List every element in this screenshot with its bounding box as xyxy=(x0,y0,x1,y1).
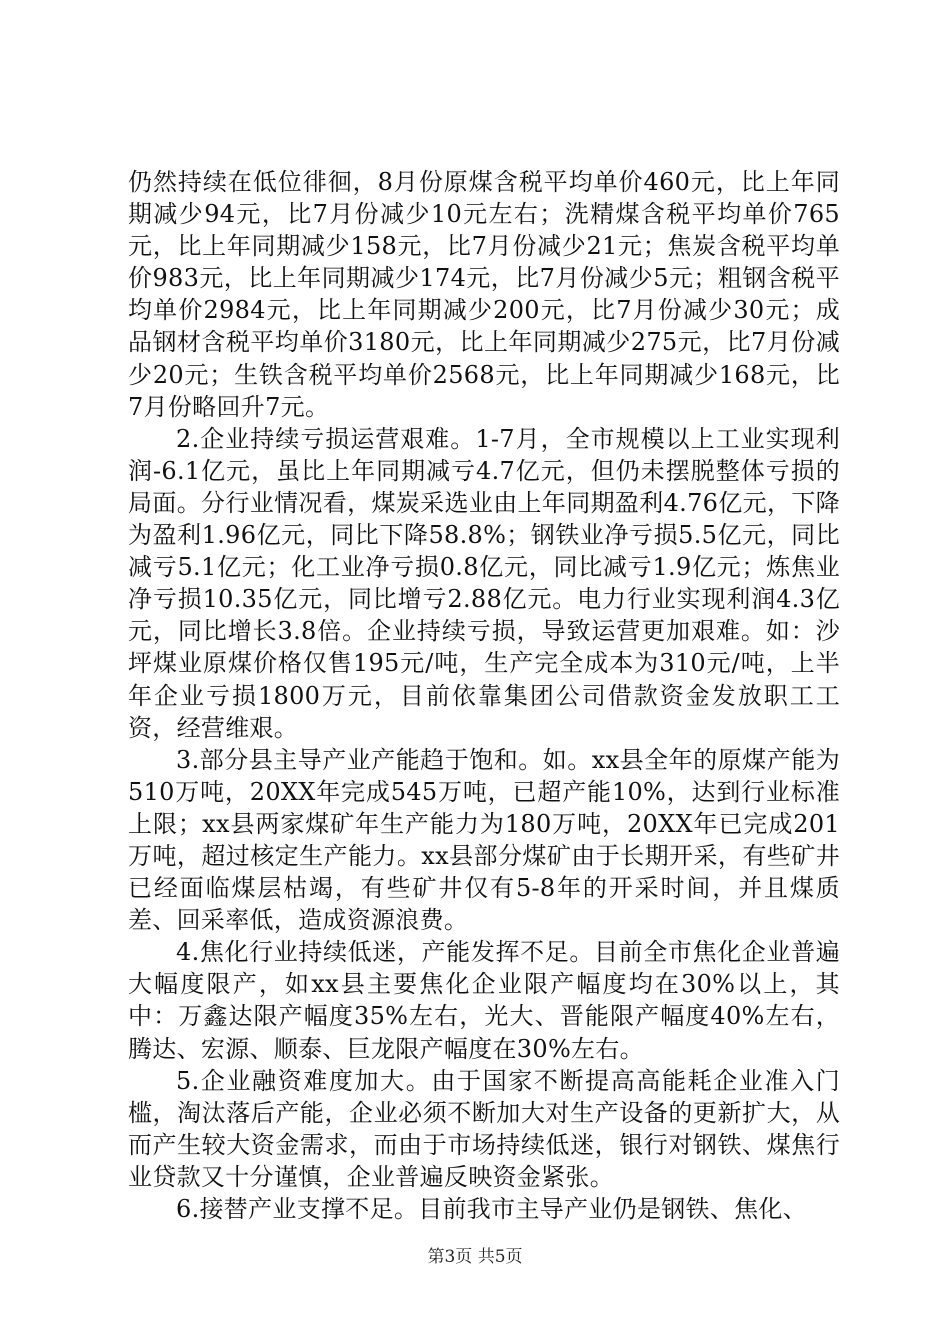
paragraph-item-3-capacity: 3.部分县主导产业产能趋于饱和。如。xx县全年的原煤产能为510万吨，20XX年完成545万吨，已超产能10%，达到行业标准上限；xx县两家煤矿年生产能力为180万吨，20XX年已完成201万吨，超过核定生产能力。xx县部分煤矿由于长期开采，有些矿井已经面临煤层枯竭，有些矿井仅有5-8年的开采时间，并且煤质差、回采率低，造成资源浪费。 xyxy=(128,745,840,935)
paragraph-price-continuation: 仍然持续在低位徘徊，8月份原煤含税平均单价460元，比上年同期减少94元，比7月份减少10元左右；洗精煤含税平均单价765元，比上年同期减少158元，比7月份减少21元；焦炭含税平均单价983元，比上年同期减少174元，比7月份减少5元；粗钢含税平均单价2984元，比上年同期减少200元，比7月份减少30元；成品钢材含税平均单价3180元，比上年同期减少275元，比7月份减少20元；生铁含税平均单价2568元，比上年同期减少168元，比7月份略回升7元。 xyxy=(128,168,840,421)
paragraph-item-4-coking: 4.焦化行业持续低迷，产能发挥不足。目前全市焦化企业普遍大幅度限产，如xx县主要焦化企业限产幅度均在30%以上，其中：万鑫达限产幅度35%左右，光大、晋能限产幅度40%左右，腾达、宏源、顺泰、巨龙限产幅度在30%左右。 xyxy=(128,938,840,1063)
paragraph-item-5-financing: 5.企业融资难度加大。由于国家不断提高高能耗企业准入门槛，淘汰落后产能，企业必须不断加大对生产设备的更新扩大，从而产生较大资金需求，而由于市场持续低迷，银行对钢铁、煤焦行业贷款又十分谨慎，企业普遍反映资金紧张。 xyxy=(128,1066,840,1191)
page-number-footer: 第3页 共5页 xyxy=(427,1247,523,1267)
document-body xyxy=(128,166,840,1225)
paragraph-item-6-replacement: 6.接替产业支撑不足。目前我市主导产业仍是钢铁、焦化、 xyxy=(176,1195,807,1223)
paragraph-item-2-losses: 2.企业持续亏损运营艰难。1-7月，全市规模以上工业实现利润-6.1亿元，虽比上年同期减亏4.7亿元，但仍未摆脱整体亏损的局面。分行业情况看，煤炭采选业由上年同期盈利4.76亿元，下降为盈利1.96亿元，同比下降58.8%；钢铁业净亏损5.5亿元，同比减亏5.1亿元；化工业净亏损0.8亿元，同比减亏1.9亿元；炼焦业净亏损10.35亿元，同比增亏2.88亿元。电力行业实现利润4.3亿元，同比增长3.8倍。企业持续亏损，导致运营更加艰难。如：沙坪煤业原煤价格仅售195元/吨，生产完全成本为310元/吨，上半年企业亏损1800万元，目前依靠集团公司借款资金发放职工工资，经营维艰。 xyxy=(128,424,840,742)
